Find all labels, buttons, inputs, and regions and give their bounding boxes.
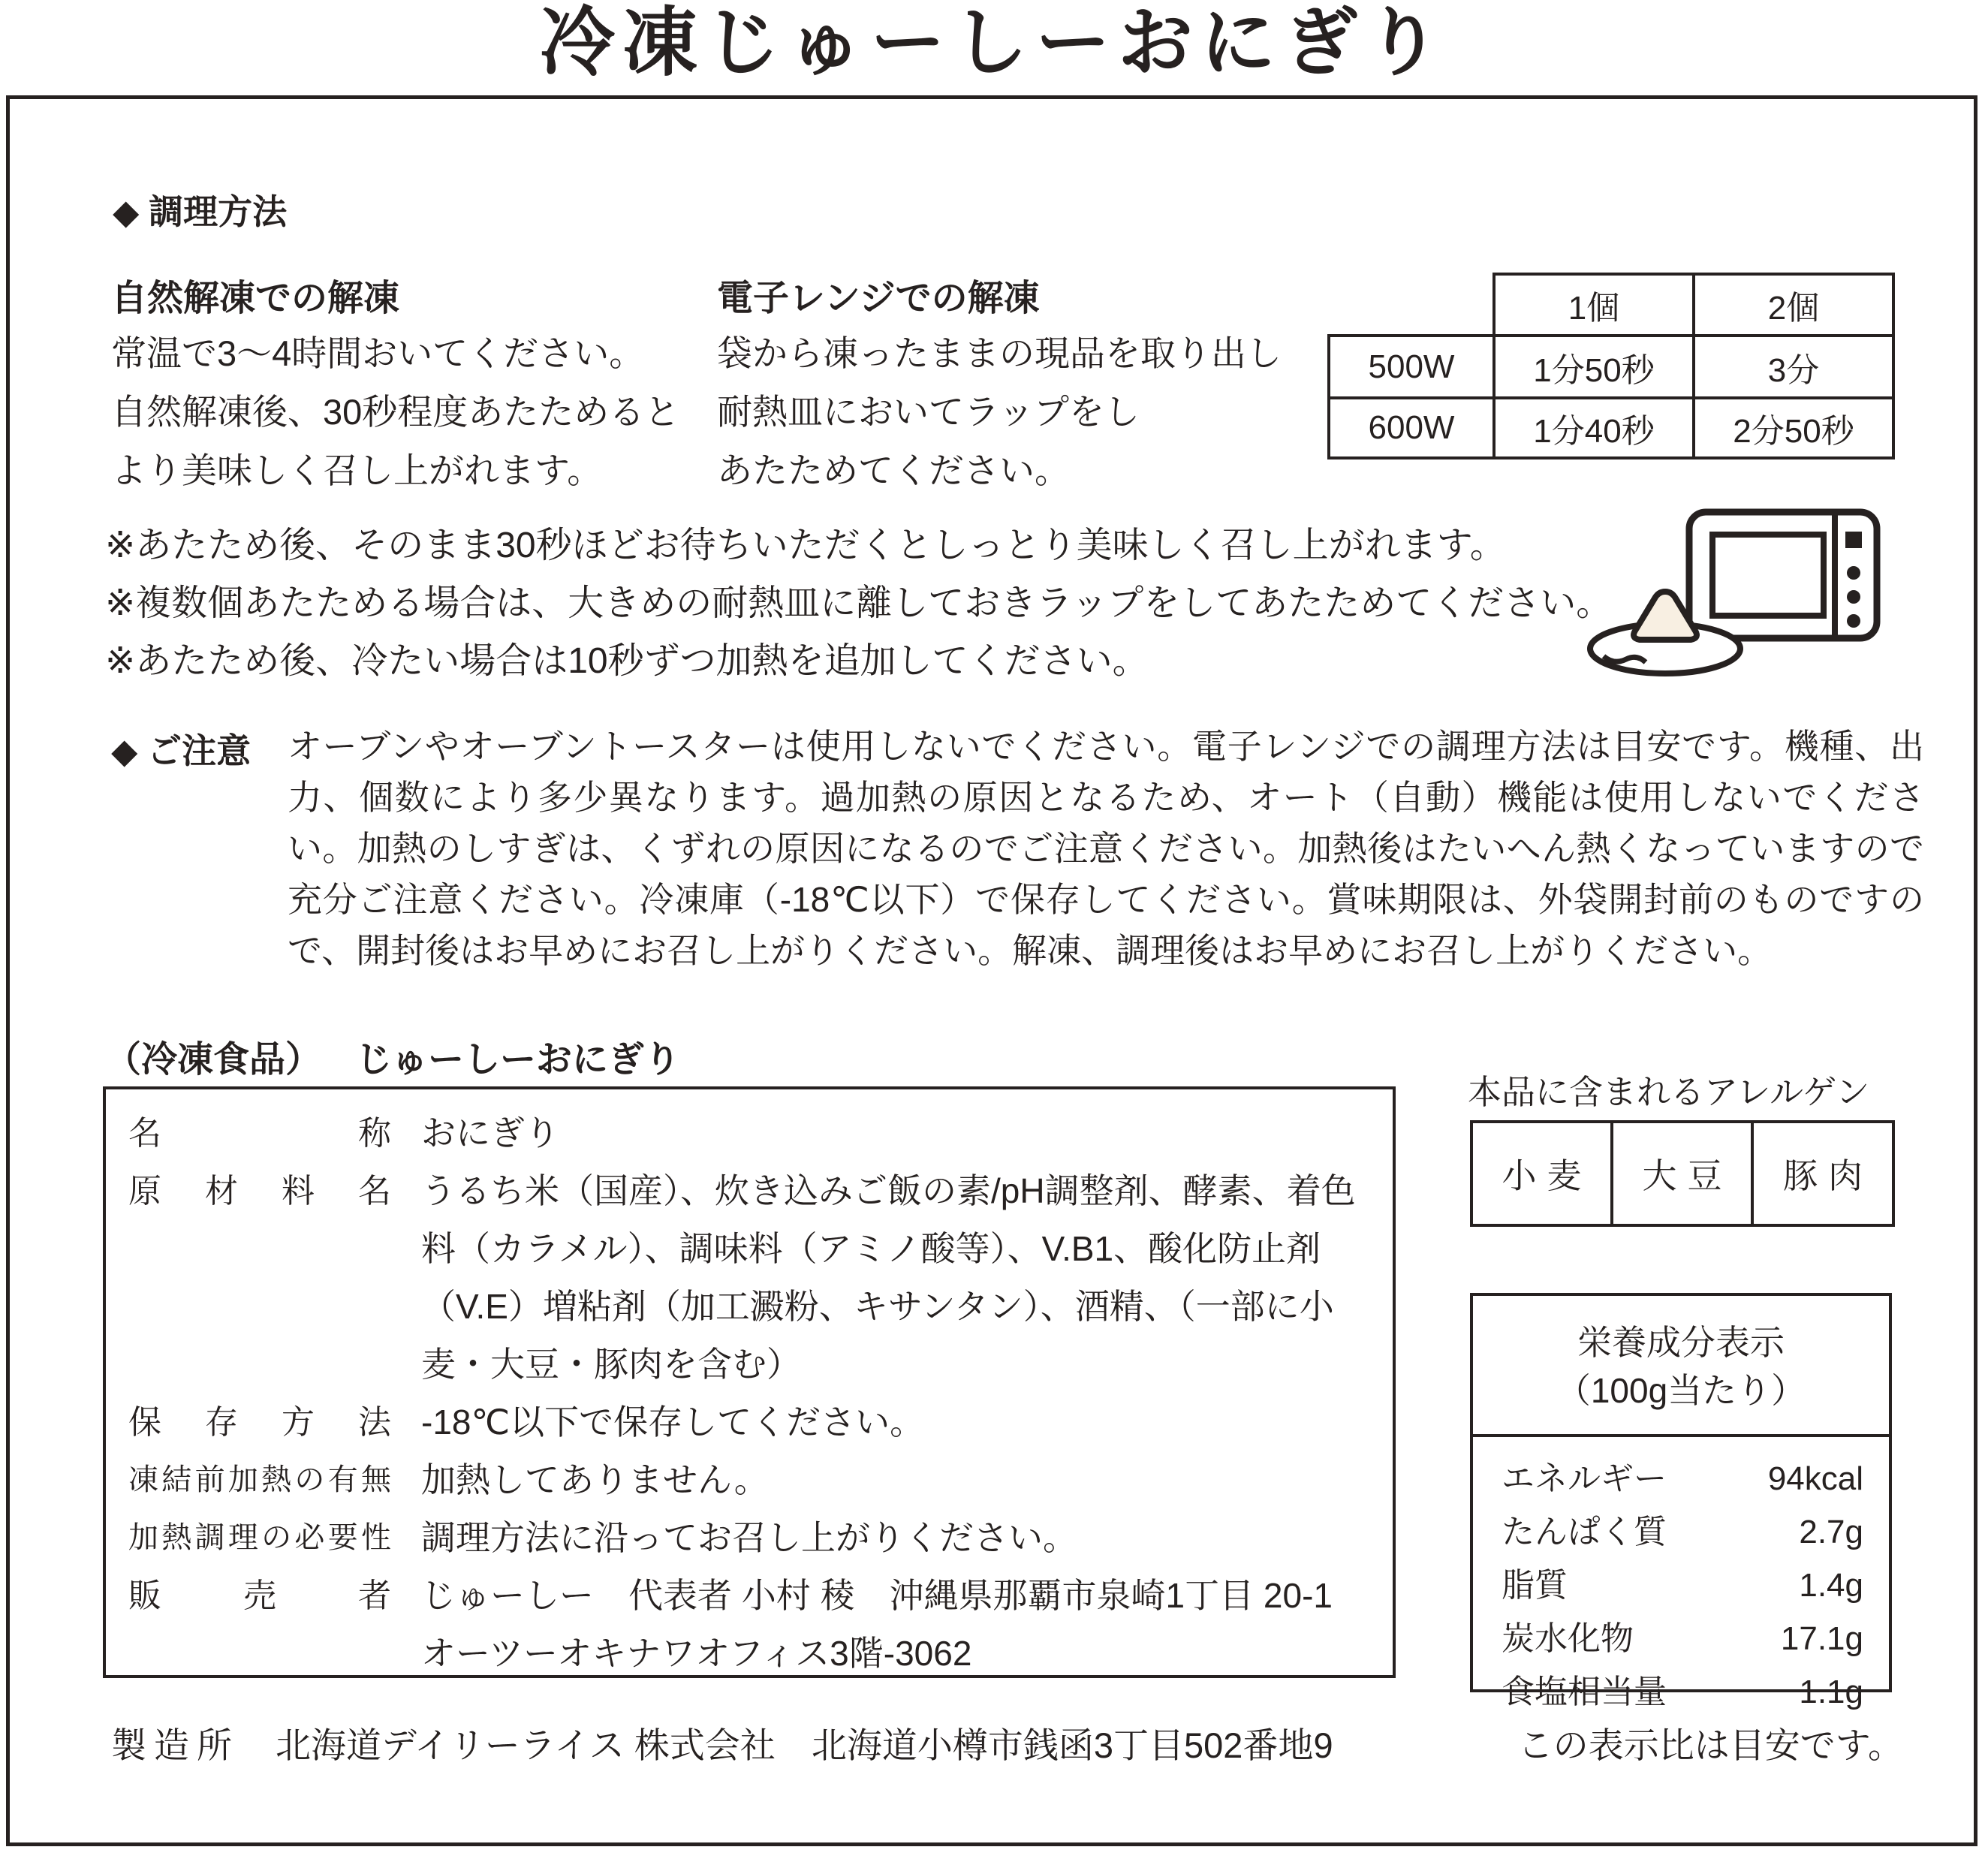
spec-label: 販売者 xyxy=(128,1577,391,1614)
nutrition-title-line: 栄養成分表示 xyxy=(1577,1323,1785,1362)
product-category: （冷凍食品） xyxy=(105,1040,322,1080)
nutrition-label: 脂質 xyxy=(1502,1567,1568,1604)
microwave-thaw-line: あたためてください。 xyxy=(717,450,1070,490)
spec-label: 原材料名 xyxy=(128,1173,391,1210)
heating-time-table xyxy=(1327,273,1895,459)
caution-text: オーブンやオーブントースターは使用しないでください。電子レンジでの調理方法は目安です。機種、出力、個数により多少異なります。過加熱の原因となるため、オート（自動）機能は使用しないでください。加熱のしすぎは、くずれの原因になるのでご注意ください。加熱後はたいへん熱くなっていますので充分ご注意ください。冷凍庫（-18℃以下）で保存してください。賞味期限は、外袋開封前のものですので、開封後はお早めにお召し上がりください。解凍、調理後はお早めにお召し上がりください。 xyxy=(288,727,1924,970)
time-table-col-header: 1個 xyxy=(1494,274,1694,336)
spec-row-seller xyxy=(128,1567,1372,1683)
microwave-thaw-text xyxy=(717,324,1282,500)
nutrition-value: 1.4g xyxy=(1799,1567,1863,1604)
nutrition-row xyxy=(1502,1612,1863,1665)
nutrition-footnote: この表示比は目安です。 xyxy=(1517,1725,1903,1765)
spec-row-ingredients xyxy=(128,1162,1372,1394)
spec-value: 調理方法に沿ってお召し上がりください。 xyxy=(421,1518,1077,1557)
nutrition-title xyxy=(1473,1296,1889,1415)
seller-line: じゅーしー 代表者 小村 稜 沖縄県那覇市泉崎1丁目 20-1 xyxy=(421,1576,1333,1615)
spec-value xyxy=(421,1567,1372,1683)
heating-note-line: ※複数個あたためる場合は、大きめの耐熱皿に離しておきラップをしてあたためてください。 xyxy=(105,583,1613,623)
manufacturer-label: 製造所 xyxy=(111,1725,239,1765)
natural-thaw-heading: 自然解凍での解凍 xyxy=(111,279,400,318)
nutrition-label: 食塩相当量 xyxy=(1502,1674,1667,1710)
allergen-item: 豚肉 xyxy=(1752,1122,1893,1225)
time-table-row-header: 600W xyxy=(1329,398,1494,458)
natural-thaw-line: 常温で3〜4時間おいてください。 xyxy=(111,333,645,373)
cooking-method-heading: ◆ 調理方法 xyxy=(113,192,288,231)
microwave-thaw-line: 袋から凍ったままの現品を取り出し xyxy=(717,333,1282,373)
product-name: じゅーしーおにぎり xyxy=(356,1040,681,1080)
heating-note-line: ※あたため後、冷たい場合は10秒ずつ加熱を追加してください。 xyxy=(105,641,1149,681)
time-table-cell: 1分50秒 xyxy=(1494,336,1694,398)
spec-value: うるち米（国産）、炊き込みご飯の素/pH調整剤、酵素、着色料（カラメル）、調味料（アミノ酸等）、V.B1、酸化防止剤（V.E）増粘剤（加工澱粉、キサンタン）、酒精、（一部に小麦・大豆・豚肉を含む） xyxy=(421,1171,1356,1384)
nutrition-label: エネルギー xyxy=(1502,1460,1667,1497)
nutrition-rows xyxy=(1473,1437,1889,1719)
spec-label: 加熱調理の必要性 xyxy=(128,1521,391,1554)
spec-label: 凍結前加熱の有無 xyxy=(128,1463,391,1496)
seller-line: オーツーオキナワオフィス3階-3062 xyxy=(421,1634,972,1673)
time-table-corner-cell xyxy=(1329,274,1494,336)
allergen-item: 小麦 xyxy=(1471,1122,1612,1225)
natural-thaw-line: より美味しく召し上がれます。 xyxy=(111,450,603,490)
product-spec-table xyxy=(103,1086,1396,1678)
spec-value: 加熱してありません。 xyxy=(421,1460,769,1499)
microwave-thaw-line: 耐熱皿においてラップをし xyxy=(717,392,1140,432)
spec-row-name xyxy=(128,1104,1372,1162)
spec-value: -18℃以下で保存してください。 xyxy=(421,1403,925,1442)
microwave-thaw-heading: 電子レンジでの解凍 xyxy=(717,279,1040,318)
spec-row-cooking-need xyxy=(128,1509,1372,1567)
time-table-col-header: 2個 xyxy=(1694,274,1893,336)
spec-row-preheat xyxy=(128,1451,1372,1509)
spec-row-storage xyxy=(128,1394,1372,1451)
nutrition-value: 1.1g xyxy=(1799,1674,1863,1710)
time-table-cell: 2分50秒 xyxy=(1694,398,1893,458)
nutrition-title-line: （100g当たり） xyxy=(1556,1371,1806,1410)
spec-label: 名称 xyxy=(128,1115,391,1152)
nutrition-label: たんぱく質 xyxy=(1502,1514,1667,1550)
product-heading xyxy=(105,1030,680,1082)
microwave-onigiri-icon xyxy=(1577,502,1899,689)
time-table-cell: 3分 xyxy=(1694,336,1893,398)
manufacturer-line xyxy=(111,1718,1333,1768)
allergen-table xyxy=(1470,1120,1895,1227)
time-table-row-header: 500W xyxy=(1329,336,1494,398)
heating-notes xyxy=(105,517,1612,690)
nutrition-value: 94kcal xyxy=(1767,1460,1863,1497)
nutrition-row xyxy=(1502,1452,1863,1505)
nutrition-label: 炭水化物 xyxy=(1502,1620,1634,1657)
nutrition-panel xyxy=(1470,1293,1892,1710)
allergen-item: 大豆 xyxy=(1612,1122,1752,1225)
time-table-cell: 1分40秒 xyxy=(1494,398,1694,458)
spec-value: おにぎり xyxy=(421,1113,559,1152)
heating-note-line: ※あたため後、そのまま30秒ほどお待ちいただくとしっとり美味しく召し上がれます。 xyxy=(105,526,1506,565)
natural-thaw-line: 自然解凍後、30秒程度あたためると xyxy=(111,392,680,432)
manufacturer-name: 北海道デイリーライス 株式会社 xyxy=(276,1725,776,1765)
nutrition-row xyxy=(1502,1665,1863,1719)
spec-label: 保存方法 xyxy=(128,1404,391,1441)
nutrition-value: 2.7g xyxy=(1799,1514,1863,1550)
microwave-icon xyxy=(1577,502,1899,689)
manufacturer-address: 北海道小樽市銭函3丁目502番地9 xyxy=(811,1725,1333,1765)
page-title: 冷凍じゅーしーおにぎり xyxy=(540,1,1448,85)
natural-thaw-text xyxy=(111,324,679,500)
allergen-heading: 本品に含まれるアレルゲン xyxy=(1468,1073,1870,1111)
nutrition-row xyxy=(1502,1559,1863,1612)
nutrition-row xyxy=(1502,1505,1863,1559)
nutrition-value: 17.1g xyxy=(1780,1620,1863,1657)
caution-heading: ◆ ご注意 xyxy=(111,731,252,770)
